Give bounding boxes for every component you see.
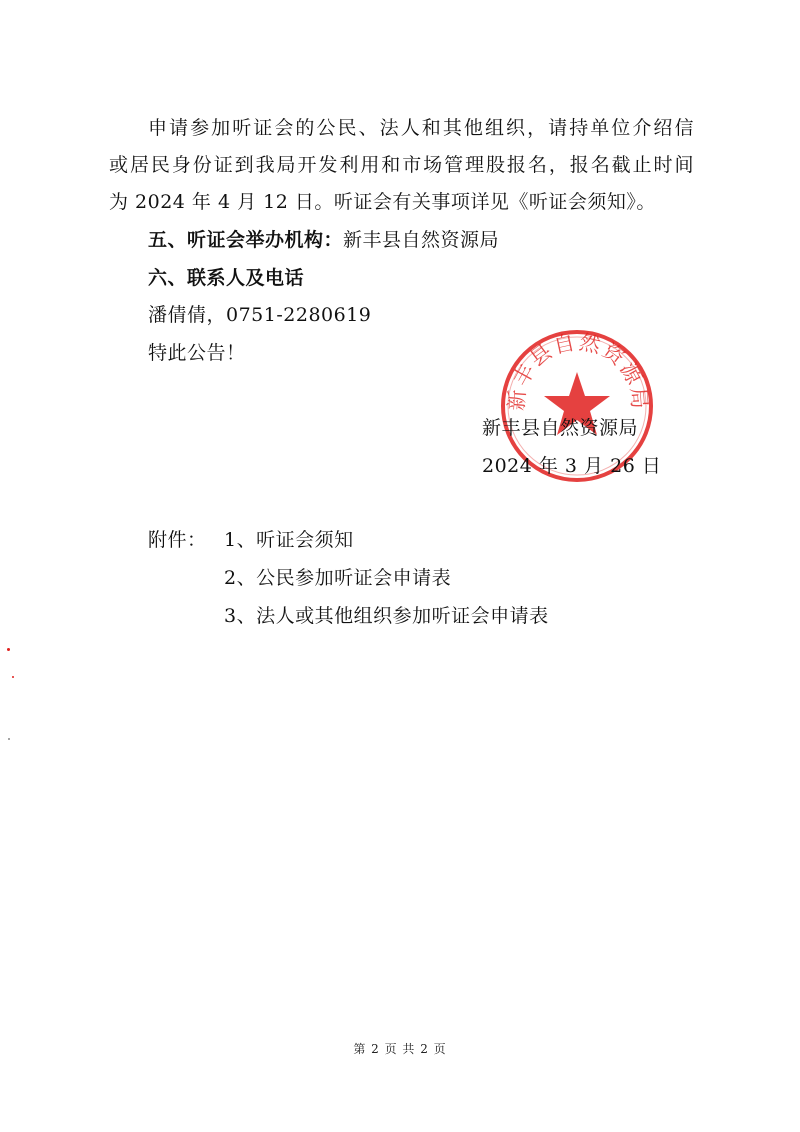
attachment-item-3: 3、法人或其他组织参加听证会申请表 bbox=[224, 605, 549, 627]
paragraph-line-2: 或居民身份证到我局开发利用和市场管理股报名，报名截止时间 bbox=[109, 154, 694, 176]
section-5-heading: 五、听证会举办机构： bbox=[148, 229, 344, 251]
scan-speck bbox=[8, 738, 10, 740]
paragraph-line-1: 申请参加听证会的公民、法人和其他组织，请持单位介绍信 bbox=[148, 117, 694, 139]
seal-text: 新丰县自然资源局 bbox=[504, 329, 652, 412]
attachment-item-1: 1、听证会须知 bbox=[224, 529, 354, 551]
section-5 bbox=[148, 228, 499, 252]
scan-speck bbox=[12, 676, 14, 678]
page-footer: 第 2 页 共 2 页 bbox=[353, 1042, 447, 1056]
signature-org: 新丰县自然资源局 bbox=[482, 417, 639, 439]
closing-text: 特此公告！ bbox=[148, 342, 246, 364]
section-5-value: 新丰县自然资源局 bbox=[343, 229, 500, 251]
paragraph-line-3: 为 2024 年 4 月 12 日。听证会有关事项详见《听证会须知》。 bbox=[109, 191, 656, 213]
attachment-item-2: 2、公民参加听证会申请表 bbox=[224, 567, 452, 589]
contact-info: 潘倩倩，0751-2280619 bbox=[148, 304, 372, 326]
scan-speck bbox=[7, 648, 10, 651]
section-6-heading: 六、联系人及电话 bbox=[148, 267, 305, 289]
signature-date: 2024 年 3 月 26 日 bbox=[482, 455, 662, 477]
attachments-label: 附件： bbox=[148, 529, 207, 551]
